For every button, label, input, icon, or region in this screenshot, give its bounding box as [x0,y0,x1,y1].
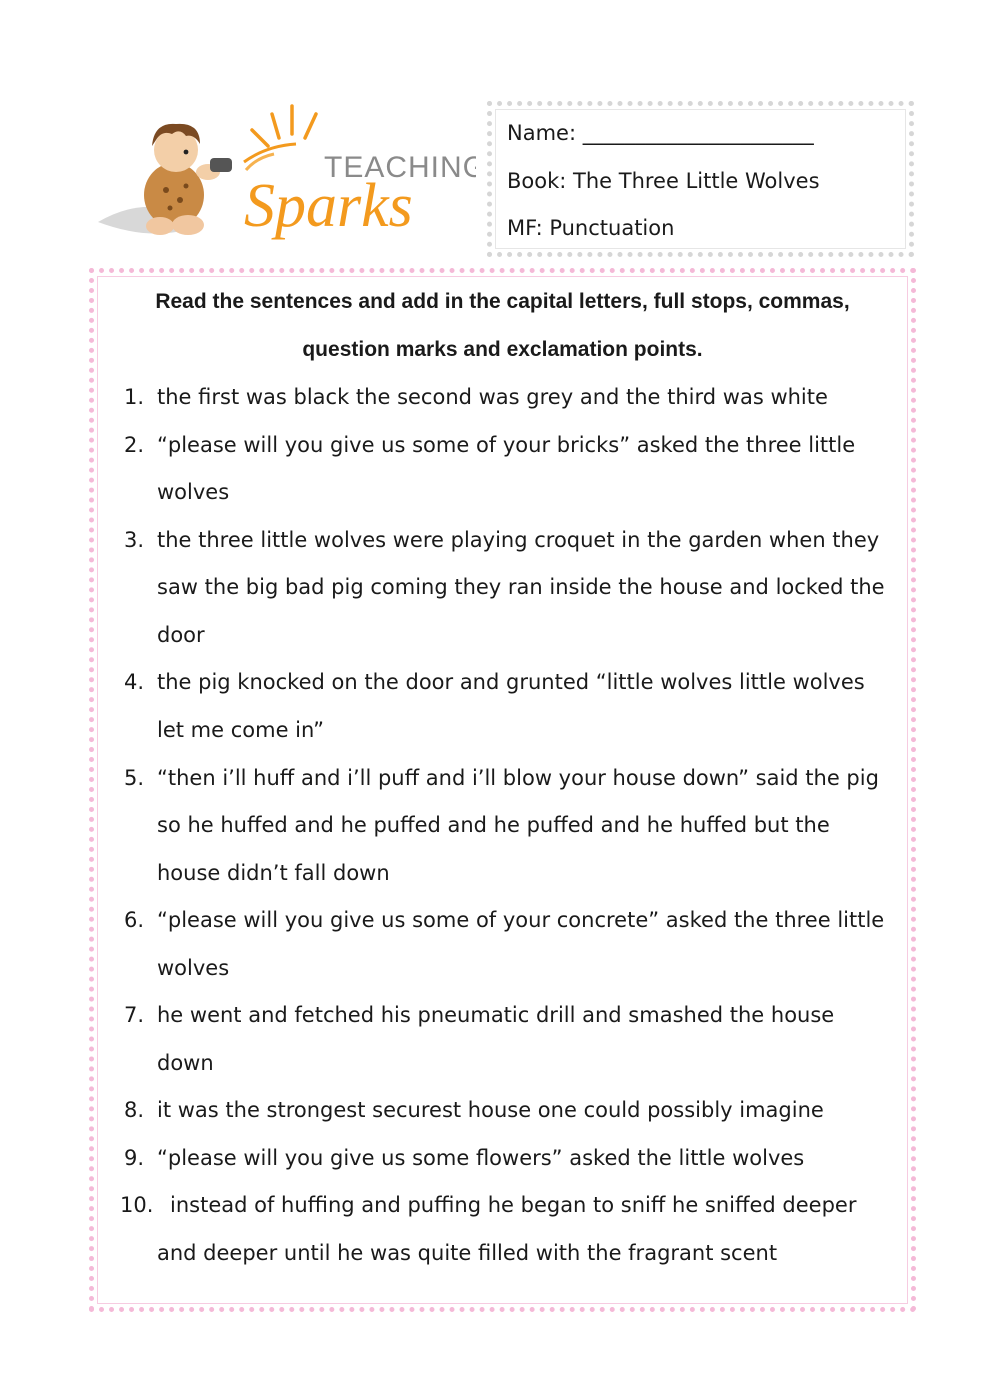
worksheet-box [89,268,916,1312]
book-title: Book: The Three Little Wolves [507,169,820,193]
sentence-line: and deeper until he was quite filled with the fragrant scent [157,1241,778,1265]
sentence-line: so he huffed and he puffed and he puffed and he huffed but the [157,813,830,837]
sentence-line: “please will you give us some of your concrete” asked the three little [157,908,885,932]
sentence-line: door [157,623,205,647]
instructions-line-1: Read the sentences and add in the capital letters, full stops, commas, [155,290,850,313]
item-number: 6. [124,908,145,932]
student-info-box [487,101,914,257]
svg-text:Sparks: Sparks [244,172,413,240]
item-number: 1. [124,385,145,409]
sentence-line: instead of huffing and puffing he began to sniff he sniffed deeper [170,1193,857,1217]
svg-text:TEACHING: TEACHING [324,151,476,184]
item-number: 2. [124,433,145,457]
sentence-line: house didn’t fall down [157,861,390,885]
sentence-line: “then i’ll huff and i’ll puff and i’ll blow your house down” said the pig [157,766,879,790]
item-number: 10. [120,1193,154,1217]
item-number: 9. [124,1146,145,1170]
item-number: 5. [124,766,145,790]
sentence-line: the pig knocked on the door and grunted “little wolves little wolves [157,670,865,694]
sentence-line: it was the strongest securest house one could possibly imagine [157,1098,824,1122]
mf-label: MF: Punctuation [507,216,675,240]
sentence-line: let me come in” [157,718,325,742]
sentence-line: he went and fetched his pneumatic drill and smashed the house [157,1003,835,1027]
sentence-line: down [157,1051,214,1075]
caveman-mascot-icon [96,100,476,250]
sentence-line: the three little wolves were playing croquet in the garden when they [157,528,880,552]
item-number: 3. [124,528,145,552]
sentence-line: wolves [157,956,230,980]
item-number: 7. [124,1003,145,1027]
teaching-sparks-logo [96,100,476,250]
sentence-line: the first was black the second was grey and the third was white [157,385,828,409]
sentence-line: wolves [157,480,230,504]
item-number: 8. [124,1098,145,1122]
sentence-line: saw the big bad pig coming they ran inside the house and locked the [157,575,885,599]
name-field[interactable]: Name: ______________________ [507,121,814,145]
instructions-line-2: question marks and exclamation points. [302,338,703,361]
item-number: 4. [124,670,145,694]
sentence-line: “please will you give us some of your bricks” asked the three little [157,433,856,457]
sentence-line: “please will you give us some flowers” asked the little wolves [157,1146,805,1170]
